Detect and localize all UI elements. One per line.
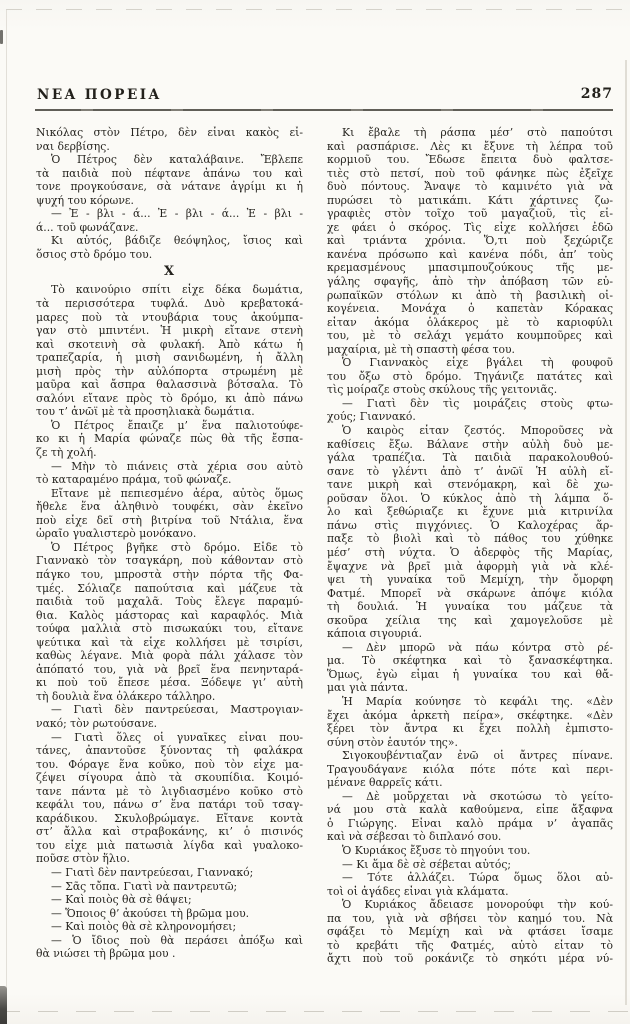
text-line: γραφιὲς στὸν τοῖχο τοῦ μαγαζιοῦ, τὶς εἶ- <box>327 207 613 221</box>
text-line: ψει τὴ γυναίκα τοῦ Μεμίχη, τὴν ὄμορφη <box>327 573 613 587</box>
paragraph <box>36 880 303 894</box>
text-line: μαρες ποὺ τὰ ντουβάρια τους ἀκούμπα- <box>36 310 303 324</box>
text-column-right <box>327 126 613 966</box>
text-line: ναι δερβίσης. <box>36 139 110 153</box>
scan-edge-right <box>625 60 627 1005</box>
text-line: Ὅμως, ἐγὼ εἶμαι ἡ γυναίκα του καὶ θἄ- <box>327 667 613 681</box>
paragraph <box>36 153 303 207</box>
text-line: — Ὁ ἴδιος ποὺ θὰ περάσει ἀπόξω καὶ <box>51 933 303 947</box>
text-line: κο κι ἡ Μαρία φώναζε πὼς θὰ τῆς ἔσπα- <box>36 432 303 446</box>
text-line: πάνω στὶς πιγχόνιες. Ὁ Καλοχέρας ἅρ- <box>327 518 613 532</box>
text-line: μαχαίρια, μὲ τὴ σπαστὴ φέσα του. <box>327 342 515 356</box>
text-line: κανένα πρόσωπο καὶ κανένα πόδι, ἀπ’ τοὺς <box>327 247 613 261</box>
journal-title: ΝΕΑ ΠΟΡΕΙΑ <box>37 87 162 103</box>
text-line: — Δὲν μπορῶ νὰ πάω κόντρα στὸ ρέ- <box>342 640 613 654</box>
text-line: χε φάει ὁ σκόρος. Τὶς εἶχε κολλήσει ἐδῶ <box>327 220 613 234</box>
text-line: τανε μικρὴ καὶ στενόμακρη, καὶ δὲ χω- <box>327 478 613 492</box>
text-line: τάνες, ἀπαντοῦσε ξύνοντας τὴ φαλάκρα <box>36 744 303 758</box>
text-line: μισὴ πρὸς τὴν αὐλόπορτα στρωμένη μὲ <box>36 364 303 378</box>
paragraph <box>36 703 303 730</box>
text-line: ρωπαϊκῶν στόλων κι ἀπὸ τὴ βασιλικὴ οἰ- <box>327 288 613 302</box>
text-line: καθίσεις ἔξω. Βάλανε στὴν αὐλὴ δυὸ με- <box>327 437 613 451</box>
text-line: ὅσιος στὸ δρόμο του. <box>36 247 153 261</box>
text-line: Τὸ καινούριο σπίτι εἶχε δέκα δωμάτια, <box>51 283 303 297</box>
text-line: τὸ καταραμένο πράμα, τοῦ φώναζε. <box>36 473 232 487</box>
text-line: ποὺ εἶχε δεῖ στὴ βιτρίνα τοῦ Ντάλια, ἕνα <box>36 513 303 527</box>
text-line: Τραγουδάγανε κιόλα πότε πότε καὶ περι- <box>327 762 613 776</box>
text-line: Ὁ Κυριάκος ἄδειασε μονορούφι τὴν κού- <box>342 898 613 912</box>
text-line: τὶς μοίραζε στοὺς σκύλους τῆς γειτονιᾶς. <box>327 383 558 397</box>
text-line: παιδιὰ τοῦ μαχαλᾶ. Τοὺς ἔλεγε παραμύ- <box>36 595 303 609</box>
text-line: ἤθελε ἕνα ἀληθινὸ τουφέκι, σὰν ἐκεῖνο <box>36 500 303 514</box>
text-line: ά... τοῦ φωνάζανε. <box>36 220 139 234</box>
text-line: πάγκο του, μπροστὰ στὴν πόρτα τῆς Φα- <box>36 567 303 581</box>
text-line: σαλόνι εἴτανε πρὸς τὸ δρόμο, κι ἀπὸ πάνω <box>36 391 303 405</box>
text-line: καθὼς λέγανε. Μιὰ φορὰ πάλι χάλασε τὸν <box>36 649 303 663</box>
text-line: καὶ σκοτεινὴ σὰ φυλακή. Ἀπὸ κάτω ἡ <box>36 337 303 351</box>
text-line: ζε τὴ χολή. <box>36 446 97 460</box>
text-line: Ὁ Πέτρος ἔπαιζε μ’ ἕνα παλιοτούφε- <box>51 418 303 432</box>
text-line: — Τότε ἀλλάζει. Τώρα ὅμως ὅλοι αὐ- <box>342 871 613 885</box>
text-line: γαν στὸ μπιντένι. Ἡ μικρὴ εἴτανε στενὴ <box>36 324 303 338</box>
page-number: 287 <box>580 86 613 102</box>
section-heading: X <box>163 264 176 280</box>
text-line: μένανε θαρρεῖς κάτι. <box>327 776 443 790</box>
text-line: μαι γιὰ πάντα. <box>327 681 409 695</box>
text-line: μέσ’ στὴ νύχτα. Ὁ ἀδερφὸς τῆς Μαρίας, <box>327 545 613 559</box>
paragraph <box>36 207 303 234</box>
text-line: ἔχει ἀκόμα ἀρκετὴ πείρα», σκέφτηκε. «Δὲν <box>327 708 613 722</box>
text-line: Ὁ Πέτρος δὲν καταλάβαινε. Ἔβλεπε <box>51 153 303 167</box>
text-line: ροῦσαν ὅλοι. Ὁ κύκλος ἀπὸ τὴ λάμπα ὅ- <box>327 491 613 505</box>
text-line: σύνη στὸν ἑαυτόν της». <box>327 735 458 749</box>
text-line: — Καὶ ποιὸς θὰ σὲ κληρονομήσει; <box>51 920 237 934</box>
text-line: ἀπόπατό του, γιὰ νὰ βρεῖ ἕνα πενηνταρά- <box>36 662 303 676</box>
text-line: του, μὲ τὸ σελάχι γεμάτο κουμποῦρες καὶ <box>327 329 613 343</box>
paragraph <box>327 790 613 844</box>
scan-edge-top <box>6 9 630 10</box>
text-line: μαῦρα καὶ ἄσπρα θαλασσινὰ βότσαλα. Τὸ <box>36 378 303 392</box>
paragraph <box>327 126 613 356</box>
paragraph <box>36 419 303 460</box>
paragraph <box>327 858 613 872</box>
paragraph <box>36 460 303 487</box>
text-line: δυὸ πόντους. Ἄναψε τὸ καμινέτο γιὰ νὰ <box>327 180 613 194</box>
text-line: Γιαννακὸ τὸν τσαγκάρη, ποὺ κάθονταν στὸ <box>36 554 303 568</box>
paragraph <box>36 234 303 261</box>
text-line: λο καὶ ξεθώριαζε κι ἔχυνε μιὰ κιτρινίλα <box>327 505 613 519</box>
scan-artifact-corner <box>0 986 7 1024</box>
text-line: — Γιατὶ δὲν παντρεύεσαι, Γιαννακό; <box>51 865 254 879</box>
text-line: τὸ κρεβάτι τῆς Φατμές, αὐτὸ εἶταν τὸ <box>327 938 613 952</box>
text-line: ὁ Γιώργης. Εἶναι καλὸ πράμα ν’ ἀγαπᾶς <box>327 816 613 830</box>
text-line: χούς; Γιαννακό. <box>327 410 416 424</box>
text-line: σφάξει τὸ Μεμίχη καὶ νὰ φτάσει ἴσαμε <box>327 925 613 939</box>
text-line: πυρώσει τὸ ματικάπι. Κάτι χάρτινες ζω- <box>327 193 613 207</box>
text-line: τούφα μαλλιὰ στὸ πισωκαύκι του, εἴτανε <box>36 622 303 636</box>
text-line: καὶ τριάντα χρόνια. Ὅ,τι ποὺ ξεχώριζε <box>327 234 613 248</box>
text-line: καὶ ρασπάρισε. Λὲς κι ἔξυνε τὴ λέπρα τοῦ <box>327 139 613 153</box>
text-line: τιὲς στὸ πετσί, ποὺ τοῦ φάνηκε πὼς ἐξεῖχε <box>327 166 613 180</box>
text-line: τὴ δουλιὰ ἕνα ὁλάκερο τάλληρο. <box>36 689 216 703</box>
text-line: νακό; τὸν ρωτούσανε. <box>36 716 158 730</box>
text-line: Ὁ Γιαννακὸς εἶχε βγάλει τὴ φουφοῦ <box>342 356 613 370</box>
text-line: στ’ ἄλλα καὶ στραβοκάνης, κι’ ὁ πισινός <box>36 825 303 839</box>
text-line: κι ποὺ τοῦ ἔπεσε μέσα. Ξόδεψε γι’ αὐτὴ <box>36 676 303 690</box>
text-line: καὶ νὰ σέβεσαι τὸ διπλανό σου. <box>327 830 502 844</box>
text-line: μα. Τὸ σκέφτηκα καὶ τὸ ξανασκέφτηκα. <box>327 654 613 668</box>
text-line: του εἶχε μιὰ πατωσιὰ λίγδα καὶ γυαλοκο- <box>36 838 303 852</box>
text-line: Νικόλας στὸν Πέτρο, δὲν εἶναι κακὸς εἶ- <box>36 126 303 139</box>
text-line: Ὁ Πέτρος βγῆκε στὸ δρόμο. Εἶδε τὸ <box>51 540 303 554</box>
text-line: κάποια σιγουριά. <box>327 627 423 641</box>
text-line: καράδικου. Σκυλοβρώμαγε. Εἴτανε κοντὰ <box>36 811 303 825</box>
paragraph <box>36 283 303 418</box>
text-line: Ἡ Μαρία κούνησε τὸ κεφάλι της. «Δὲν <box>342 694 613 708</box>
text-line: τανε πάντα μὲ τὸ λιγδιασμένο κοῦκο στὸ <box>36 784 303 798</box>
text-line: τὰ περισσότερα τυφλά. Δυὸ κρεβατοκά- <box>36 297 303 311</box>
text-line: — Γιατὶ ὅλες οἱ γυναῖκες εἶναι που- <box>51 730 303 744</box>
text-line: τοὶ οἱ ἀγάδες εἶναι γιὰ κλάματα. <box>327 884 509 898</box>
scan-edge-left <box>6 10 7 1000</box>
text-line: — Δὲ μοὔρχεται νὰ σκοτώσω τὸ γείτο- <box>342 789 613 803</box>
paragraph <box>36 126 303 153</box>
text-line: Κι ἔβαλε τὴ ράσπα μέσ’ στὸ παπούτσι <box>342 126 613 139</box>
text-line: — Γιατὶ δὲν παντρεύεσαι, Μαστρογιαν- <box>51 703 303 717</box>
text-line: ποῦσε στὸν ἥλιο. <box>36 852 130 866</box>
text-column-left <box>36 126 303 961</box>
text-line: ψυχή του κόρωνε. <box>36 193 134 207</box>
text-line: ζέψει σίγουρα ἀπὸ τὰ σκουπίδια. Κοιμό- <box>36 771 303 785</box>
text-line: νά μου στὰ καλὰ καθούμενα, εἶπε ἄξαφνα <box>327 803 613 817</box>
paragraph <box>327 898 613 966</box>
text-line: — Ὅποιος θ’ ἀκούσει τὴ βρῶμα μου. <box>51 906 250 920</box>
paragraph <box>36 487 303 541</box>
text-line: θια. Καλὸς μάστορας καὶ καραφλός. Μιὰ <box>36 608 303 622</box>
text-line: ἔψαχνε νὰ βρεῖ μιὰ ἀφορμὴ γιὰ νὰ κλέ- <box>327 559 613 573</box>
paragraph <box>36 920 303 934</box>
paragraph <box>327 641 613 695</box>
text-line: κρεμασμένους μπασιμπουζούκους τῆς με- <box>327 261 613 275</box>
text-line: τραπεζαρία, ἡ μισὴ σανιδωμένη, ἡ ἄλλη <box>36 351 303 365</box>
paragraph <box>327 424 613 641</box>
paragraph <box>327 871 613 898</box>
paragraph <box>36 934 303 961</box>
text-line: — Σᾶς τὄπα. Γιατὶ νὰ παντρευτῶ; <box>51 879 238 893</box>
text-line: ἄχτι ποὺ τοῦ ροκάνιζε τὸ σηκότι μέρα νύ- <box>327 952 613 966</box>
text-line: — Καὶ ποιὸς θὰ σὲ θάψει; <box>51 893 192 907</box>
text-line: Σιγοκουβέντιαζαν ἐνῶ οἱ ἄντρες πίνανε. <box>342 749 613 763</box>
text-line: κεφάλι του, πάνω σ’ ἕνα πατάρι τοῦ τσαγ- <box>36 798 303 812</box>
header-rule <box>35 109 613 111</box>
text-line: τονε προγκούσανε, σὰ νάτανε ἀγρίμι κι ἡ <box>36 180 303 194</box>
text-line: σκοῦρα χείλια της καὶ χαμογελοῦσε μὲ <box>327 613 613 627</box>
text-line: γάλα τραπέζια. Τὰ παιδιὰ παρακολουθού- <box>327 451 613 465</box>
paragraph <box>36 907 303 921</box>
text-line: κογένεια. Μονάχα ὁ καπετὰν Κόρακας <box>327 302 613 316</box>
scan-edge-bottom <box>0 1011 630 1012</box>
text-line: κορμιοῦ του. Ἔδωσε ἔπειτα δυὸ φαλτσε- <box>327 153 613 167</box>
text-line: ξέρει τὸν ἄντρα κι ἔχει πολλὴ ἐμπιστο- <box>327 722 613 736</box>
paragraph <box>327 356 613 397</box>
text-line: του ὄξω στὸ δρόμο. Τηγάνιζε πατάτες καὶ <box>327 369 613 383</box>
text-line: σανε τὸ γλέντι ἀπὸ τ’ ἀνῶϊ Ἡ αὐλὴ εἴ- <box>327 464 613 478</box>
scan-artifact-mark <box>0 30 3 44</box>
text-line: Εἴτανε μὲ πεπιεσμένο ἀέρα, αὐτὸς ὅμως <box>51 486 303 500</box>
text-line: γάλης σφαγῆς, ἀπὸ τὴν ἀπόβαση τῶν εὐ- <box>327 275 613 289</box>
text-line: πα του, γιὰ νὰ σβήσει τὸν καημό του. Νὰ <box>327 911 613 925</box>
text-line: παξε τὸ βιολὶ καὶ τὸ πάθος του χύθηκε <box>327 532 613 546</box>
text-line: του τ’ ἀνῶϊ μὲ τὰ προσηλιακὰ δωμάτια. <box>36 405 255 419</box>
paragraph <box>327 844 613 858</box>
text-line: θὰ νιώσει τὴ βρῶμα μου . <box>36 947 176 961</box>
text-line: ψεύτικα καὶ τὰ εἶχε κολλήσει μὲ τσιρίσι, <box>36 635 303 649</box>
text-line: ὡραῖο γυαλιστερὸ μονόκανο. <box>36 527 197 541</box>
paragraph <box>36 893 303 907</box>
paragraph <box>36 541 303 704</box>
paragraph <box>327 695 613 749</box>
text-line: — Ἐ - βλι - ά... Ἐ - βλι - ά... Ἐ - βλι - <box>51 207 303 221</box>
paragraph <box>327 749 613 790</box>
text-line: τὰ παιδιὰ ποὺ πέφτανε ἀπάνω του καὶ <box>36 166 303 180</box>
text-line: Ὁ καιρὸς εἶταν ζεστός. Μποροῦσες νὰ <box>342 424 613 438</box>
paragraph <box>36 731 303 866</box>
text-line: του. Φόραγε ἕνα κοῦκο, ποὺ τὸν εἶχε μα- <box>36 757 303 771</box>
text-line: τὴ δουλιά. Ἡ γυναίκα του μάζευε τὰ <box>327 600 613 614</box>
text-line: — Μὴν τὸ πιάνεις στὰ χέρια σου αὐτὸ <box>51 459 303 473</box>
text-line: εἶταν ἀκόμα ὁλάκερος μὲ τὸ καριοφύλι <box>327 315 613 329</box>
text-line: Κι αὐτός, βάδιζε θεόψηλος, ἴσιος καὶ <box>51 234 303 248</box>
text-line: τμές. Σόλιαζε παπούτσια καὶ μάζευε τὰ <box>36 581 303 595</box>
text-line: Ὁ Κυριάκος ἔξυσε τὸ πηγούνι του. <box>342 843 531 857</box>
paragraph <box>327 397 613 424</box>
text-line: Φατμέ. Μπορεῖ νὰ σκάρωνε ἀπόψε κιόλα <box>327 586 613 600</box>
text-line: — Γιατὶ δὲν τὶς μοιράζεις στοὺς φτω- <box>342 396 613 410</box>
paragraph <box>36 866 303 880</box>
text-line: — Κι ἅμα δὲ σὲ σέβεται αὐτός; <box>342 857 512 871</box>
